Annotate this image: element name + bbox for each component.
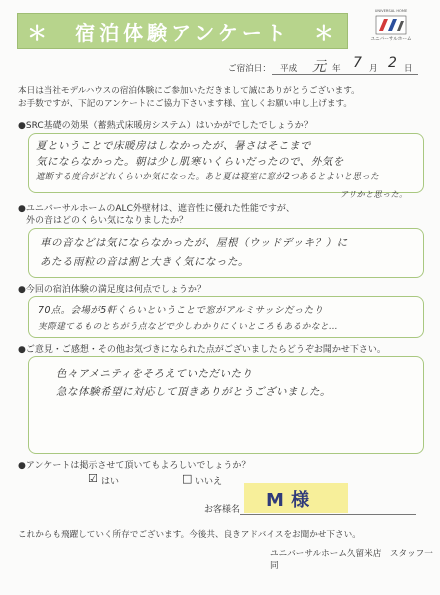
no-label: いいえ bbox=[195, 477, 223, 487]
survey-title-bar bbox=[17, 13, 348, 49]
q2-answer-line-2: あたる雨粒の音は割と大きく気になった。 bbox=[40, 256, 249, 268]
q3-answer-line-1: 70点。会場が5軒くらいということで窓がアルミサッシだったり bbox=[38, 305, 324, 316]
survey-title: ＊ 宿泊体験アンケート ＊ bbox=[27, 20, 338, 45]
q1-answer-line-3: 遮断する度合がどれくらいか気になった。あと夏は寝室に窓が2つあるとよいと思った bbox=[36, 171, 380, 181]
footer-signature: ユニバーサルホーム久留米店 スタッフ一同 bbox=[270, 549, 433, 571]
brand-line-ja: ユニバーサルホーム bbox=[370, 37, 412, 42]
q5-label: ●アンケートは掲示させて頂いてもよろしいでしょうか？ bbox=[18, 461, 251, 471]
date-label: ご宿泊日： bbox=[228, 64, 271, 74]
brand-line-en: UNIVERSAL HOME bbox=[374, 9, 408, 13]
date-day-unit: 日 bbox=[404, 64, 413, 74]
q3-label: ●今回の宿泊体験の満足度は何点でしょうか？ bbox=[18, 285, 206, 295]
date-day-value: 2 bbox=[388, 55, 398, 71]
q2-answer-line-1: 車の音などは気にならなかったが、屋根（ウッドデッキ？）に bbox=[40, 237, 348, 249]
q4-label: ●ご意見・ご感想・その他お気づきになられた点がございましたらどうぞお聞かせ下さい。 bbox=[18, 345, 386, 355]
date-year-unit: 年 bbox=[332, 64, 341, 74]
date-era: 平成 bbox=[280, 64, 298, 74]
date-month-unit: 月 bbox=[369, 64, 378, 74]
q1-label: ●SRC基礎の効果（蓄熱式床暖房システム）はいかがでしたでしょうか？ bbox=[18, 121, 313, 131]
date-year-value: 元 bbox=[312, 59, 327, 75]
no-checkbox[interactable]: □ bbox=[182, 472, 193, 485]
universal-home-logo-icon bbox=[360, 9, 422, 49]
q1-answer-line-2: 気にならなかった。朝は少し肌寒いくらいだったので、外気を bbox=[36, 156, 344, 168]
yes-label: はい bbox=[101, 477, 120, 487]
q2-label: ●ユニバーサルホームのALC外壁材は、遮音性に優れた性能ですが、 bbox=[18, 204, 295, 214]
q1-answer-line-1: 夏ということで床暖房はしなかったが、暑さはそこまで bbox=[36, 140, 311, 152]
customer-name-underline bbox=[240, 514, 416, 515]
q4-answer-line-1: 色々アメニティをそろえていただいたり bbox=[56, 368, 253, 380]
yes-checkbox[interactable]: ☑ bbox=[88, 472, 98, 485]
customer-name-label: お客様名 bbox=[204, 505, 241, 515]
date-underline bbox=[272, 74, 418, 75]
q4-answer-line-2: 急な体験希望に対応して頂きありがとうございました。 bbox=[56, 386, 331, 398]
closing-text: これからも飛躍していく所存でございます。今後共、良きアドバイスをお聞かせ下さい。 bbox=[18, 530, 361, 540]
intro-line-2: お手数ですが、下記のアンケートにご協力下さいます様、宜しくお願い申し上げます。 bbox=[18, 99, 352, 109]
intro-line-1: 本日は当社モデルハウスの宿泊体験にご参加いただきまして誠にありがとうございます。 bbox=[18, 86, 360, 96]
date-month-value: 7 bbox=[353, 55, 363, 71]
q1-answer-line-4: アリかと思った。 bbox=[340, 190, 408, 199]
q3-answer-line-2: 実際建てるものとちがう点などで少しわかりにくいところもあるかなと… bbox=[38, 322, 339, 332]
customer-name-value: M 様 bbox=[266, 490, 310, 511]
q2-label-line-2: 外の音はどのくらい気になりましたか？ bbox=[26, 216, 189, 226]
